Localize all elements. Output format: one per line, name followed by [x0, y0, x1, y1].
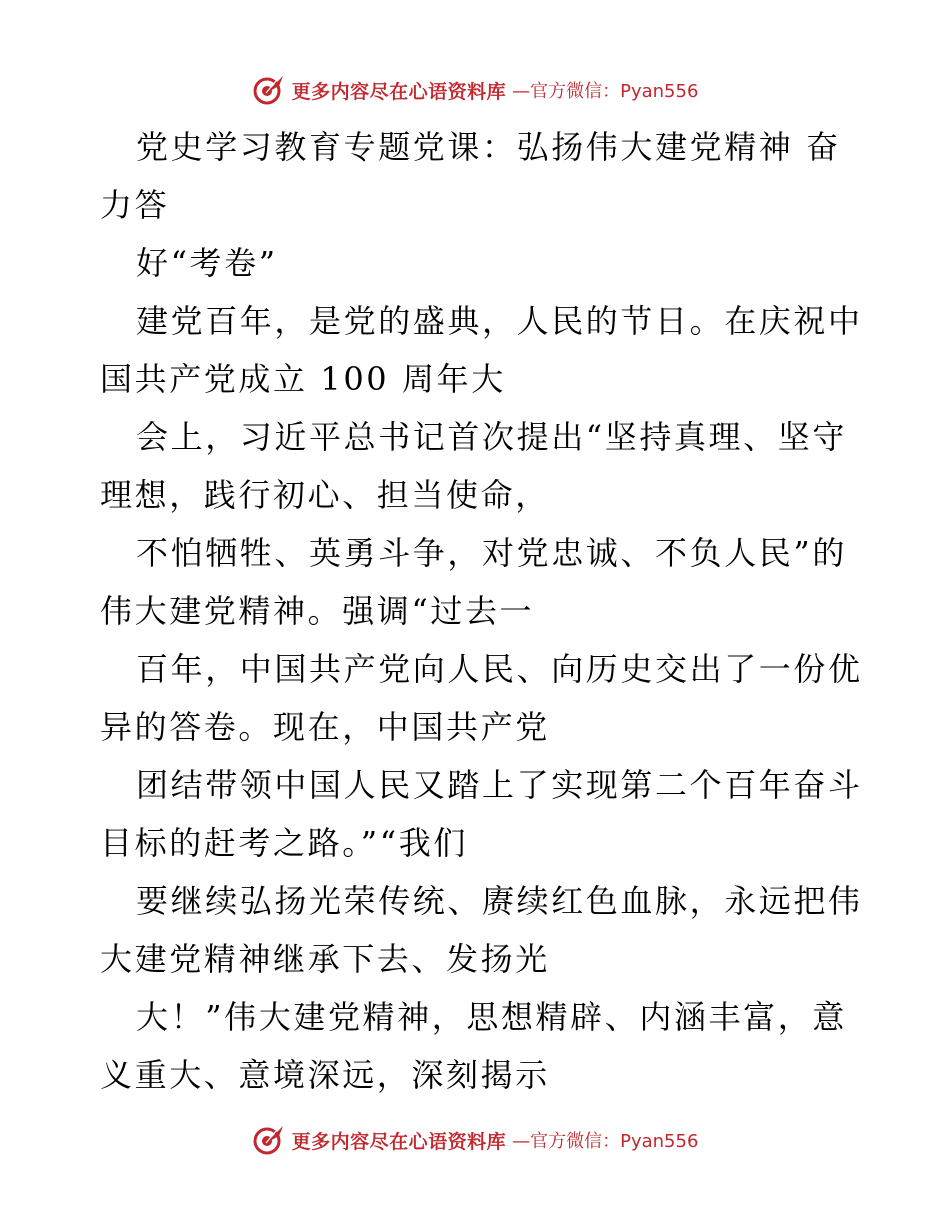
body-line: 百年，中国共产党向人民、向历史交出了一份优: [136, 650, 863, 688]
body-line: 党史学习教育专题党课：弘扬伟大建党精神 奋: [136, 128, 841, 166]
footer-banner-link[interactable]: [252, 1123, 699, 1157]
body-line: 理想，践行初心、担当使命，: [100, 476, 550, 514]
quill-pen-circle-icon: [252, 1123, 286, 1157]
body-line: 团结带领中国人民又踏上了实现第二个百年奋斗: [136, 766, 863, 804]
header-banner-main-text: 更多内容尽在心语资料库: [291, 80, 507, 103]
body-line: 建党百年，是党的盛典，人民的节日。在庆祝中: [136, 302, 863, 340]
document-body: [100, 118, 863, 1104]
body-line: 大！”伟大建党精神，思想精辟、内涵丰富，意: [136, 998, 847, 1036]
quill-pen-circle-icon: [252, 73, 286, 107]
body-line: 好“考卷”: [136, 244, 278, 282]
header-banner-wechat-text: —官方微信：Pyan556: [512, 81, 699, 102]
body-line: 目标的赶考之路。”“我们: [100, 824, 468, 862]
body-line: 义重大、意境深远，深刻揭示: [100, 1056, 550, 1094]
body-line: 伟大建党精神。强调“过去一: [100, 592, 535, 630]
body-line: 会上，习近平总书记首次提出“坚持真理、坚守: [136, 418, 847, 456]
body-line: 力答: [100, 186, 170, 224]
header-banner-link[interactable]: [252, 73, 699, 107]
body-line: 大建党精神继承下去、发扬光: [100, 940, 550, 978]
footer-banner: [0, 1120, 950, 1160]
body-line: 不怕牺牲、英勇斗争，对党忠诚、不负人民”的: [136, 534, 847, 572]
footer-banner-main-text: 更多内容尽在心语资料库: [291, 1130, 507, 1153]
body-line: 国共产党成立 100 周年大: [100, 360, 506, 398]
header-banner: [0, 70, 950, 110]
body-line: 要继续弘扬光荣传统、赓续红色血脉，永远把伟: [136, 882, 863, 920]
body-line: 异的答卷。现在，中国共产党: [100, 708, 550, 746]
footer-banner-wechat-text: —官方微信：Pyan556: [512, 1131, 699, 1152]
